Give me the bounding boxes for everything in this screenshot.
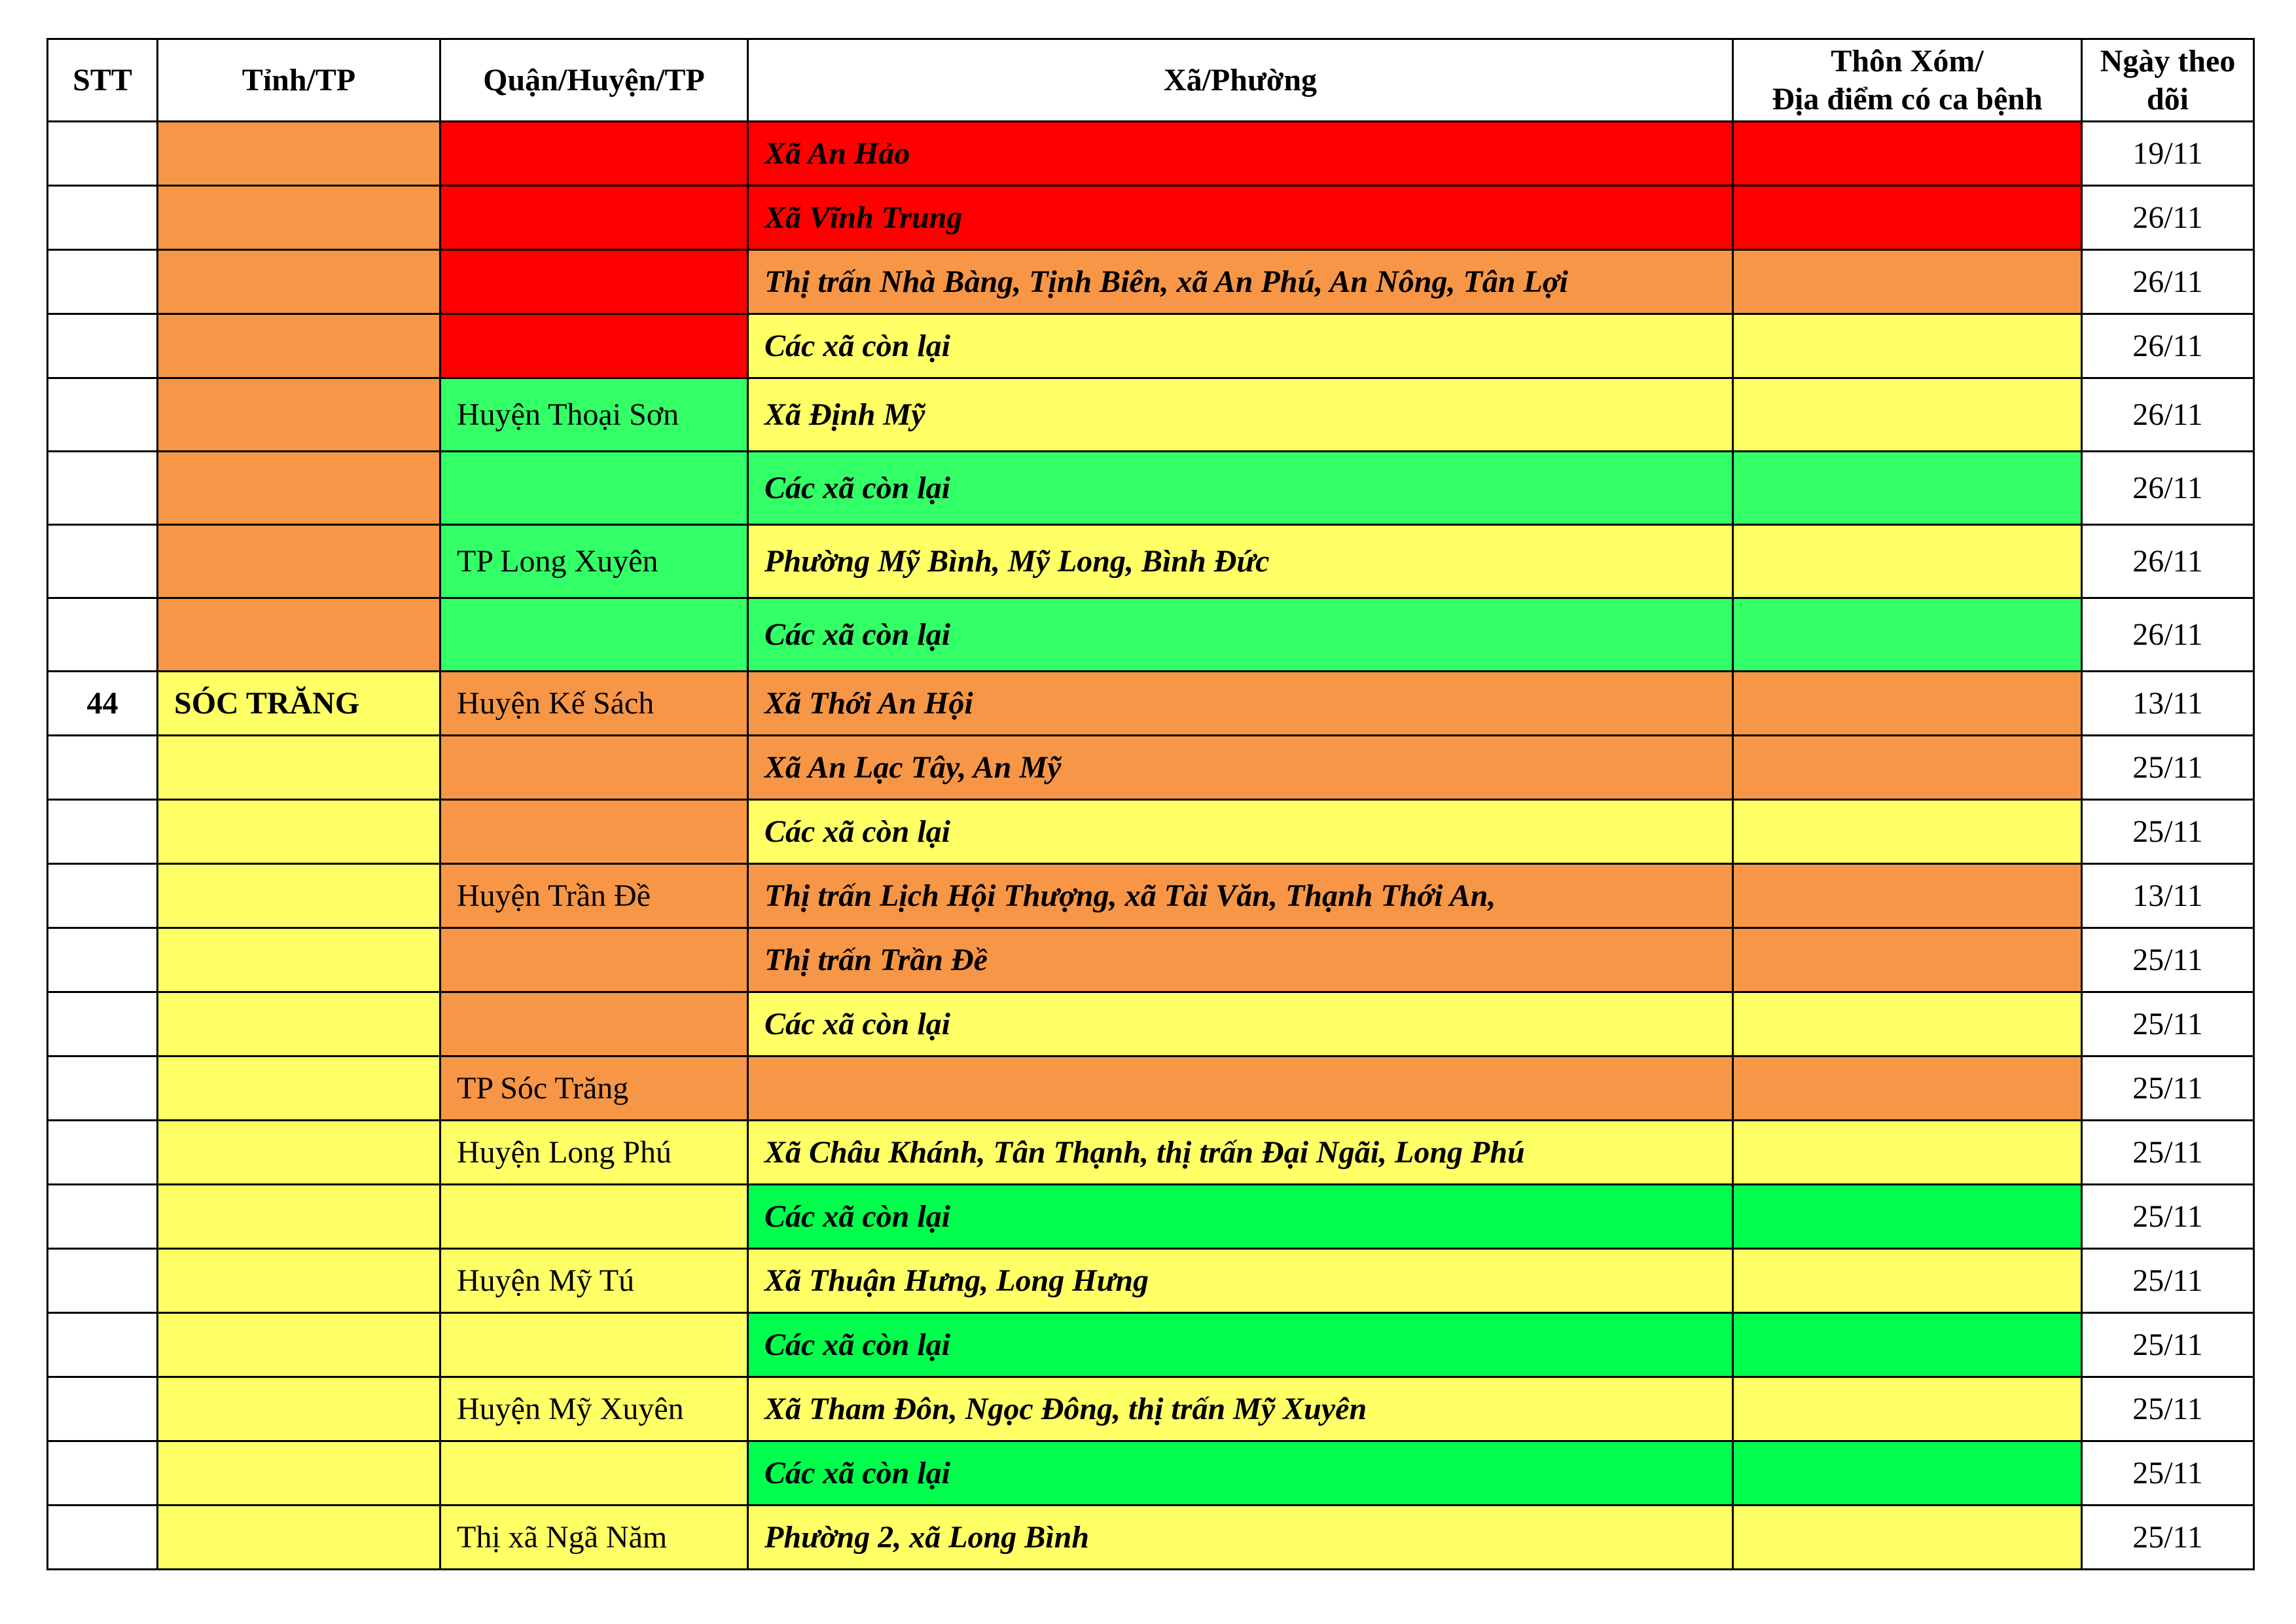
cell-stt <box>48 800 158 864</box>
cell-stt <box>48 314 158 378</box>
cell-district <box>440 992 748 1056</box>
cell-ward: Thị trấn Lịch Hội Thượng, xã Tài Văn, Thạnh Thới An, <box>748 864 1733 928</box>
header-stt: STT <box>48 39 158 122</box>
cell-date: 25/11 <box>2082 992 2254 1056</box>
header-village-line2: Địa điểm có ca bệnh <box>1772 81 2043 117</box>
cell-village <box>1733 1506 2082 1570</box>
table-row <box>48 1249 2254 1313</box>
cell-ward: Các xã còn lại <box>748 1185 1733 1249</box>
cell-province <box>158 250 440 314</box>
cell-ward: Các xã còn lại <box>748 992 1733 1056</box>
cell-village <box>1733 864 2082 928</box>
cell-district <box>440 452 748 525</box>
cell-province <box>158 122 440 186</box>
cell-district: TP Sóc Trăng <box>440 1056 748 1121</box>
cell-district: Huyện Trần Đề <box>440 864 748 928</box>
cell-stt <box>48 1185 158 1249</box>
table-row <box>48 1377 2254 1441</box>
table-row <box>48 736 2254 800</box>
cell-date: 25/11 <box>2082 928 2254 992</box>
cell-date: 26/11 <box>2082 186 2254 250</box>
cell-province <box>158 992 440 1056</box>
cell-district: Huyện Mỹ Tú <box>440 1249 748 1313</box>
cell-ward <box>748 1056 1733 1121</box>
cell-stt <box>48 992 158 1056</box>
cell-date: 25/11 <box>2082 1121 2254 1185</box>
cell-village <box>1733 452 2082 525</box>
cell-village <box>1733 1249 2082 1313</box>
cell-stt <box>48 122 158 186</box>
cell-village <box>1733 1185 2082 1249</box>
cell-village <box>1733 186 2082 250</box>
cell-date: 25/11 <box>2082 736 2254 800</box>
cell-district: Huyện Kế Sách <box>440 672 748 736</box>
cell-province <box>158 1441 440 1506</box>
cell-stt <box>48 1121 158 1185</box>
cell-district <box>440 598 748 672</box>
table-row <box>48 122 2254 186</box>
cell-ward: Các xã còn lại <box>748 800 1733 864</box>
cell-ward: Xã Thuận Hưng, Long Hưng <box>748 1249 1733 1313</box>
cell-stt <box>48 1313 158 1377</box>
cell-district <box>440 1313 748 1377</box>
cell-village <box>1733 992 2082 1056</box>
cell-date: 26/11 <box>2082 452 2254 525</box>
cell-date: 13/11 <box>2082 864 2254 928</box>
cell-province <box>158 864 440 928</box>
cell-date: 26/11 <box>2082 598 2254 672</box>
cell-date: 25/11 <box>2082 1441 2254 1506</box>
cell-ward: Xã Tham Đôn, Ngọc Đông, thị trấn Mỹ Xuyên <box>748 1377 1733 1441</box>
cell-district <box>440 186 748 250</box>
cell-date: 26/11 <box>2082 525 2254 598</box>
cell-province: SÓC TRĂNG <box>158 672 440 736</box>
table-row <box>48 598 2254 672</box>
cell-village <box>1733 800 2082 864</box>
cell-village <box>1733 314 2082 378</box>
table-row <box>48 928 2254 992</box>
header-date <box>2082 39 2254 122</box>
cell-district: Huyện Thoại Sơn <box>440 378 748 452</box>
table-row <box>48 250 2254 314</box>
cell-village <box>1733 1377 2082 1441</box>
cell-province <box>158 186 440 250</box>
table-row <box>48 1441 2254 1506</box>
cell-village <box>1733 378 2082 452</box>
cell-date: 25/11 <box>2082 1185 2254 1249</box>
table-row <box>48 672 2254 736</box>
table-row <box>48 186 2254 250</box>
cell-date: 26/11 <box>2082 314 2254 378</box>
cell-ward: Các xã còn lại <box>748 452 1733 525</box>
header-village-line1: Thôn Xóm/ <box>1831 43 1984 79</box>
cell-district: Huyện Mỹ Xuyên <box>440 1377 748 1441</box>
header-village <box>1733 39 2082 122</box>
cell-province <box>158 314 440 378</box>
cell-province <box>158 1313 440 1377</box>
cell-stt <box>48 1056 158 1121</box>
cell-district <box>440 1185 748 1249</box>
table-row <box>48 1056 2254 1121</box>
cell-ward: Các xã còn lại <box>748 1313 1733 1377</box>
cell-date: 25/11 <box>2082 1313 2254 1377</box>
table-row <box>48 452 2254 525</box>
cell-province <box>158 1185 440 1249</box>
cell-province <box>158 1506 440 1570</box>
cell-village <box>1733 598 2082 672</box>
cell-district <box>440 250 748 314</box>
cell-date: 25/11 <box>2082 1056 2254 1121</box>
cell-district: Huyện Long Phú <box>440 1121 748 1185</box>
cell-date: 25/11 <box>2082 1377 2254 1441</box>
cell-ward: Xã Định Mỹ <box>748 378 1733 452</box>
cell-province <box>158 378 440 452</box>
table-row <box>48 800 2254 864</box>
cell-ward: Các xã còn lại <box>748 314 1733 378</box>
cell-village <box>1733 928 2082 992</box>
cell-village <box>1733 672 2082 736</box>
table-body <box>48 122 2254 1570</box>
cell-ward: Các xã còn lại <box>748 1441 1733 1506</box>
cell-stt <box>48 598 158 672</box>
covid-risk-table <box>46 38 2255 1570</box>
cell-village <box>1733 1313 2082 1377</box>
cell-ward: Xã Vĩnh Trung <box>748 186 1733 250</box>
cell-stt <box>48 1249 158 1313</box>
cell-district <box>440 314 748 378</box>
cell-ward: Phường Mỹ Bình, Mỹ Long, Bình Đức <box>748 525 1733 598</box>
cell-date: 25/11 <box>2082 800 2254 864</box>
table-row <box>48 1121 2254 1185</box>
cell-village <box>1733 1121 2082 1185</box>
cell-village <box>1733 250 2082 314</box>
header-district: Quận/Huyện/TP <box>440 39 748 122</box>
cell-district <box>440 736 748 800</box>
cell-stt <box>48 186 158 250</box>
cell-stt <box>48 1441 158 1506</box>
table-row <box>48 525 2254 598</box>
header-province: Tỉnh/TP <box>158 39 440 122</box>
header-date-line2: dõi <box>2146 81 2189 117</box>
cell-ward: Phường 2, xã Long Bình <box>748 1506 1733 1570</box>
cell-province <box>158 452 440 525</box>
cell-village <box>1733 122 2082 186</box>
cell-village <box>1733 1441 2082 1506</box>
table-row <box>48 864 2254 928</box>
table-row <box>48 1506 2254 1570</box>
cell-district <box>440 122 748 186</box>
cell-ward: Thị trấn Trần Đề <box>748 928 1733 992</box>
cell-province <box>158 928 440 992</box>
cell-stt <box>48 1377 158 1441</box>
cell-province <box>158 525 440 598</box>
cell-date: 13/11 <box>2082 672 2254 736</box>
cell-stt <box>48 1506 158 1570</box>
cell-village <box>1733 525 2082 598</box>
cell-district: Thị xã Ngã Năm <box>440 1506 748 1570</box>
cell-date: 26/11 <box>2082 250 2254 314</box>
cell-province <box>158 1377 440 1441</box>
cell-province <box>158 1121 440 1185</box>
cell-stt <box>48 928 158 992</box>
table-row <box>48 992 2254 1056</box>
cell-stt <box>48 250 158 314</box>
cell-district: TP Long Xuyên <box>440 525 748 598</box>
cell-province <box>158 736 440 800</box>
header-row <box>48 39 2254 122</box>
cell-province <box>158 800 440 864</box>
cell-ward: Thị trấn Nhà Bàng, Tịnh Biên, xã An Phú, An Nông, Tân Lợi <box>748 250 1733 314</box>
cell-ward: Các xã còn lại <box>748 598 1733 672</box>
cell-stt <box>48 864 158 928</box>
cell-province <box>158 1249 440 1313</box>
cell-stt <box>48 452 158 525</box>
cell-district <box>440 1441 748 1506</box>
cell-date: 25/11 <box>2082 1506 2254 1570</box>
cell-stt <box>48 525 158 598</box>
cell-date: 19/11 <box>2082 122 2254 186</box>
cell-date: 25/11 <box>2082 1249 2254 1313</box>
cell-province <box>158 598 440 672</box>
cell-stt <box>48 378 158 452</box>
cell-stt: 44 <box>48 672 158 736</box>
table-row <box>48 378 2254 452</box>
cell-ward: Xã Châu Khánh, Tân Thạnh, thị trấn Đại Ngãi, Long Phú <box>748 1121 1733 1185</box>
cell-ward: Xã Thới An Hội <box>748 672 1733 736</box>
cell-province <box>158 1056 440 1121</box>
table-row <box>48 1313 2254 1377</box>
cell-ward: Xã An Hảo <box>748 122 1733 186</box>
header-date-line1: Ngày theo <box>2100 43 2236 79</box>
cell-village <box>1733 1056 2082 1121</box>
table-row <box>48 1185 2254 1249</box>
cell-ward: Xã An Lạc Tây, An Mỹ <box>748 736 1733 800</box>
cell-district <box>440 800 748 864</box>
cell-stt <box>48 736 158 800</box>
header-ward: Xã/Phường <box>748 39 1733 122</box>
cell-district <box>440 928 748 992</box>
cell-village <box>1733 736 2082 800</box>
cell-date: 26/11 <box>2082 378 2254 452</box>
table-row <box>48 314 2254 378</box>
